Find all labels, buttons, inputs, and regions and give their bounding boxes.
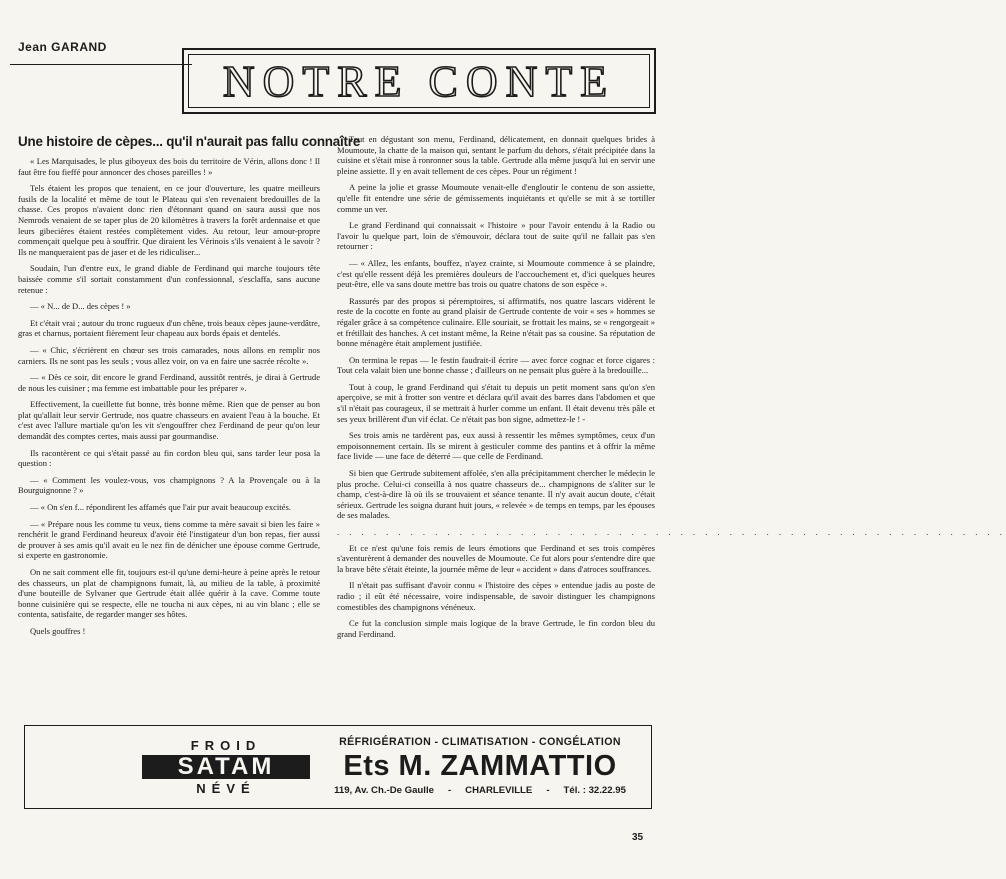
paragraph: A peine la jolie et grasse Moumoute venait-elle d'engloutir le contenu de son assiette, qu'elle fit entendre une série de gémissements inquiétants et qu'elle se mit à se tortiller comme un ver.: [337, 182, 655, 214]
paragraph: — « Dès ce soir, dit encore le grand Ferdinand, aussitôt rentrés, je dirai à Gertrude de nous les cuisiner ; ma femme est imbattable pour les préparer ».: [18, 372, 320, 393]
services-line: RÉFRIGÉRATION - CLIMATISATION - CONGÉLATION: [339, 736, 621, 748]
paragraph: Quels gouffres !: [30, 625, 86, 636]
logo-neve: NÉVÉ: [196, 781, 256, 796]
paragraph: — « Comment les voulez-vous, vos champignons ? A la Provençale ou à la Bourguignonne ? »: [18, 474, 320, 496]
section-banner: [182, 48, 656, 114]
section-separator: . . . . . . . . . . . . . . . . . . . . . . . . . . . . . . . . . . . . . . . . . . . . . . . . . . . . . . .: [337, 527, 1006, 537]
company-name: Ets M. ZAMMATTIO: [343, 750, 617, 782]
address-line: [313, 785, 647, 796]
paragraph: Ses trois amis ne tardèrent pas, eux aussi à ressentir les mêmes symptômes, ceux d'un empoisonnement certain. Ils se mirent à gesticuler comme des pantins et à offrir la même face livide — une face de déterré — que celle de Ferdinand.: [337, 430, 655, 462]
paragraph: — « N... de D... des cèpes ! »: [30, 301, 131, 312]
paragraph: — « Prépare nous les comme tu veux, tiens comme ta mère savait si bien les faire » renchérit le grand Ferdinand heureux d'avoir été l'instigateur d'un bon repas, fier aussi de prouver à ses amis qu'il avait eu le nez fin de dénicher une épouse comme Gertrude, si experte en gastronomie.: [18, 518, 320, 561]
paragraph: Effectivement, la cueillette fut bonne, très bonne même. Rien que de penser au bon plat qu'allait leur servir Gertrude, nos quatre chasseurs en avaient l'eau à la bouche. Et c'est avec l'allure martiale qu'on les vit s'engouffrer chez Ferdinand de peur qu'on leur demandât des comptes certes, mais aussi par gourmandise.: [18, 399, 320, 442]
paragraph: Tout à coup, le grand Ferdinand qui s'était tu depuis un petit moment sans qu'on s'en aperçoive, se mit à frotter son ventre et déclara qu'il avait des barres dans l'abdomen et que s'il n'était pas courageux, il se mettrait à hurler comme un enfant. Il était devenu très pâle et ses yeux brillèrent d'un vif éclat. Ce n'était pas bon signe, admettez-le ! -: [337, 381, 655, 424]
paragraph: « Les Marquisades, le plus giboyeux des bois du territoire de Vérin, allons donc ! Il faut être fou fieffé pour annoncer des choses pareilles ! »: [18, 156, 320, 177]
paragraph: Et ce n'est qu'une fois remis de leurs émotions que Ferdinand et ses trois compères s'aventurèrent à demander des nouvelles de Moumoute. Ce fut alors pour s'entendre dire que la brave bête s'était éteinte, la journée même de leur « accident » dans d'atroces souffrances.: [337, 542, 655, 574]
section-title: NOTRE CONTE: [222, 56, 616, 106]
story-title: Une histoire de cèpes... qu'il n'aurait pas fallu connaître: [18, 134, 361, 149]
paragraph: Ils racontèrent ce qui s'était passé au fin cordon bleu qui, sans tarder leur posa la question :: [18, 447, 320, 469]
paragraph: — « On s'en f... répondirent les affamés que l'air pur avait beaucoup excités.: [30, 502, 291, 513]
phone-number: Tél. : 32.22.95: [563, 785, 626, 796]
paragraph: Rassurés par des propos si péremptoires, si affirmatifs, nos quatre lascars vidèrent le reste de la cocotte en fonte au grand plaisir de Gertrude contente de voir « ses » hommes se régaler grâce à sa compétence culinaire. Elle souriait, se frottait les mains, se « rengorgeait » et frétillait des hanches. A cet instant même, la Reine n'était pas sa cousine. Sa réputation de bonne ménagère était amplement justifiée.: [337, 295, 655, 349]
section-banner-inner: [188, 54, 650, 108]
paragraph: Si bien que Gertrude subitement affolée, s'en alla précipitamment chercher le médecin le plus proche. Celui-ci conseilla à nos quatre chasseurs de... champignons de s'aliter sur le champ, c'est-à-dire là où ils se trouvaient et séance tenante. Il n'y avait aucun doute, c'était sérieux. Gertrude les soigna durant huit jours, « relevée » de temps en temps, par les épouses de ses malades.: [337, 468, 655, 521]
page-number: 35: [632, 832, 644, 843]
address-dash: -: [447, 785, 452, 796]
paragraph: — « Allez, les enfants, bouffez, n'ayez crainte, si Moumoute commence à se plaindre, c'est qu'elle ressent déjà les premières douleurs de l'accouchement et, d'ici quelques heures peut-être, elle va sans doute mettre bas trois ou quatre chatons de son espèce ».: [337, 257, 655, 290]
paragraph: Tout en dégustant son menu, Ferdinand, délicatement, en donnait quelques brides à Moumoute, la chatte de la maison qui, sentant le parfum du dehors, s'était précipitée dans la cuisine et s'était mise à ronronner sous la table. Gertrude alla même jusqu'à lui en servir une pleine assiette. Il y en avait tellement de ces cèpes. Pour un régiment !: [337, 134, 655, 176]
paragraph: Il n'était pas suffisant d'avoir connu « l'histoire des cèpes » entendue jadis au poste de radio ; il eût été nécessaire, voire indispensable, de savoir distinguer les champignons comestibles des champignons vénéneux.: [337, 580, 655, 612]
paragraph: Tels étaient les propos que tenaient, en ce jour d'ouverture, les quatre meilleurs fusils de la localité et même de tout le Plateau qui s'en revenaient bredouilles de la chasse. Ces propos n'avaient donc rien d'étonnant quand on saura aussi que nos Nemrods venaient de se taper plus de 20 kilomètres à travers la forêt ardennaise et que leurs gibecières étaient restées complètement vides. Au retour, leur amour-propre commençait quelque peu à souffrir. Que diraient les Vérinois s'ils venaient à le savoir ? Ils ne manqueraient pas de jaser et de les ridiculiser...: [18, 183, 320, 257]
paragraph: Et c'était vrai ; autour du tronc rugueux d'un chêne, trois beaux cèpes jaune-verdâtre, gras et charnus, portaient fièrement leur chapeau aux bords épais et dentelés.: [18, 317, 320, 339]
paragraph: On ne sait comment elle fit, toujours est-il qu'une demi-heure à peine après le retour des chasseurs, un plat de champignons fumait, là, au milieu de la table, à proximité d'une bouteille de Sylvaner que Gertrude était allée quérir à la cave. Comme toute bonne cuisinière qui se respecte, elle ne toucha ni aux cèpes, ni au vin blanc ; elle se contenta, satisfaite, de regarder manger ses hôtes.: [18, 567, 320, 620]
right-column: [337, 134, 1006, 645]
address-dash: -: [546, 785, 550, 796]
city: CHARLEVILLE: [465, 785, 533, 796]
paragraph: Soudain, l'un d'entre eux, le grand diable de Ferdinand qui marche toujours tête baissée comme s'il sortait constamment d'un confessionnal, s'esclaffa, sans aucune retenue :: [18, 263, 320, 295]
header-rule: [10, 64, 192, 65]
paragraph: Le grand Ferdinand qui connaissait « l'histoire » pour l'avoir entendu à la Radio ou l'avoir lu quelque part, loin de s'émouvoir, déclara tout de suite qu'il ne fallait pas s'en retourner :: [337, 220, 655, 252]
satam-logo: [141, 739, 311, 797]
paragraph: On termina le repas — le festin faudrait-il écrire — avec force cognac et force cigares : Tout cela valait bien une bonne chasse ; d'ailleurs on ne pensait plus guère à la bredouille...: [337, 354, 655, 376]
paragraph: — « Chic, s'écrièrent en chœur ses trois camarades, nous allons en remplir nos carniers. Ils ne sont pas les seuls ; vous allez voir, on va en faire une sacrée récolte ».: [18, 344, 320, 366]
street-address: 119, Av. Ch.-De Gaulle: [334, 785, 434, 796]
author-name: Jean GARAND: [18, 40, 107, 54]
left-column: [18, 134, 361, 643]
logo-satam: SATAM: [142, 755, 310, 779]
company-info: [313, 736, 647, 796]
logo-froid: FROID: [190, 738, 262, 753]
advertisement: [24, 725, 652, 809]
paragraph: Ce fut la conclusion simple mais logique de la brave Gertrude, le fin cordon bleu du grand Ferdinand.: [337, 618, 655, 639]
